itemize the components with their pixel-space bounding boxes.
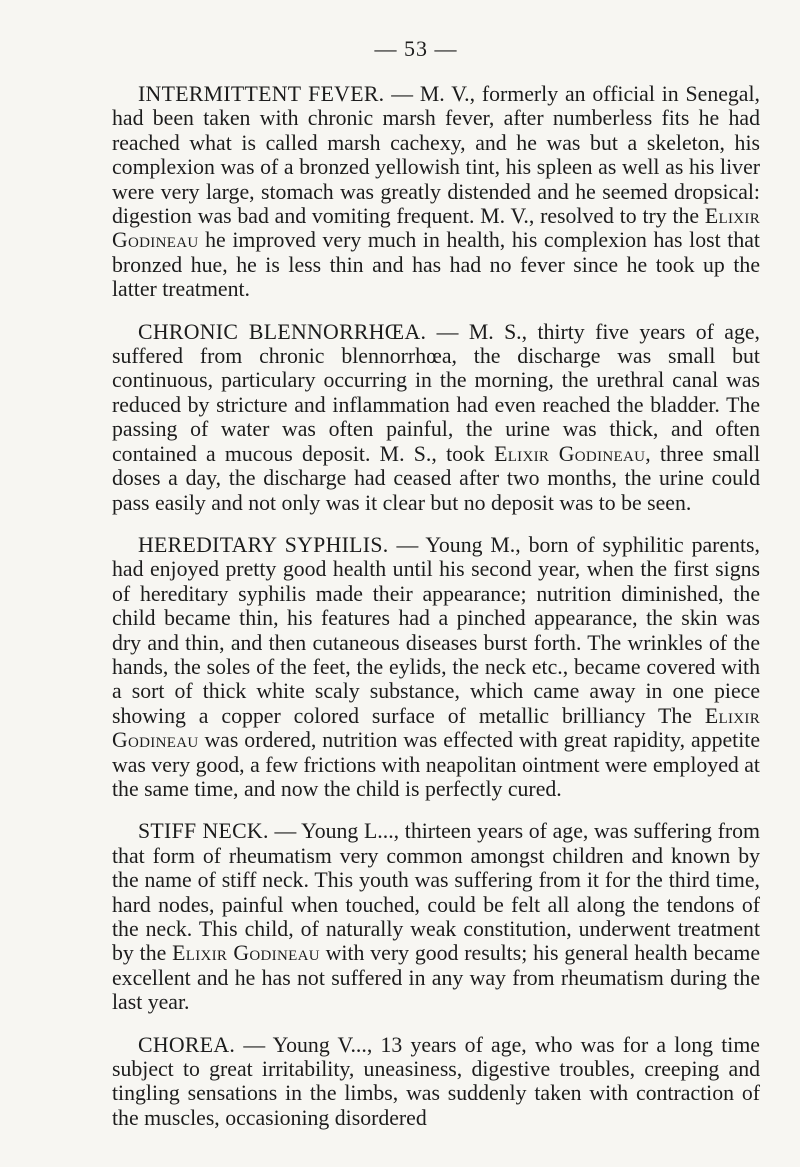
entry-title: HEREDITARY SYPHILIS. xyxy=(138,532,389,557)
entry-text: — M. V., formerly an official in Senegal, had been taken with chronic marsh fever, after numberless fits he had reached what is called marsh cachexy, and he was but a skeleton, his complexion was of a bronzed yellowish tint, his spleen as well as his liver were very large, stomach was greatly distended and he seemed dropsical: digestion was bad and vomiting frequent. M. V., resolved to try the xyxy=(112,82,760,229)
entry-title: CHOREA. xyxy=(138,1032,236,1057)
page-number: — 53 — xyxy=(374,36,458,61)
entry-text: , three small doses a day, the discharge had ceased after two months, the urine could pass easily and not only was it clear but no deposit was to be seen. xyxy=(112,441,760,515)
entry-text: — Young V..., 13 years of age, who was for a long time subject to great irritability, uneasiness, digestive troubles, creeping and tingling sensations in the limbs, was suddenly taken with contraction of the muscles, occasioning disordered xyxy=(112,1032,760,1130)
entry-title: CHRONIC BLENNORRHŒA. xyxy=(138,319,427,344)
case-entry-chorea xyxy=(112,1033,760,1131)
product-name: Elixir Godineau xyxy=(172,941,320,966)
entry-title: INTERMITTENT FEVER. xyxy=(138,82,385,106)
entry-title: STIFF NECK. xyxy=(138,819,269,844)
entry-text: — Young M., born of syphilitic parents, had enjoyed pretty good health until his second year, when the first signs of hereditary syphilis made their appearance; nutrition diminished, the child became thin, his features had a pinched appearance, the skin was dry and thin, and then cutaneous diseases burst forth. The wrinkles of the hands, the soles of the feet, the eylids, the neck etc., became covered with a sort of thick white scaly substance, which came away in one piece showing a copper colored surface of metallic brilliancy The xyxy=(112,532,760,728)
entry-text: he improved very much in health, his complexion has lost that bronzed hue, he is less thin and has had no fever since he took up the latter treatment. xyxy=(112,228,760,302)
product-name: Elixir Godineau xyxy=(112,204,760,253)
product-name: Elixir Godineau xyxy=(494,441,646,466)
entry-text: — Young L..., thirteen years of age, was suffering from that form of rheumatism very common amongst children and known by the name of stiff neck. This youth was suffering from it for the third time, hard nodes, painful when touched, could be felt all along the tendons of the neck. This child, of naturally weak constitution, underwent treatment by the xyxy=(112,819,760,966)
case-entry-intermittent-fever xyxy=(112,82,760,302)
case-entry-stiff-neck xyxy=(112,819,760,1014)
case-entry-hereditary-syphilis xyxy=(112,533,760,801)
entry-text: — M. S., thirty five years of age, suffered from chronic blennorrhœa, the discharge was small but continuous, particulary occurring in the morning, the urethral canal was reduced by stricture and inflammation had even reached the bladder. The passing of water was often painful, the urine was thick, and often contained a mucous deposit. M. S., took xyxy=(112,319,760,466)
case-entry-chronic-blennorrhoea xyxy=(112,320,760,515)
entry-text: was ordered, nutrition was effected with great rapidity, appetite was very good, a few frictions with neapolitan ointment were employed at the same time, and now the child is perfectly cured. xyxy=(112,728,760,801)
product-name: Elixir Godineau xyxy=(112,703,760,753)
entry-text: with very good results; his general health became excellent and he has not suffered in any way from rheumatism during the last year. xyxy=(112,941,761,1015)
